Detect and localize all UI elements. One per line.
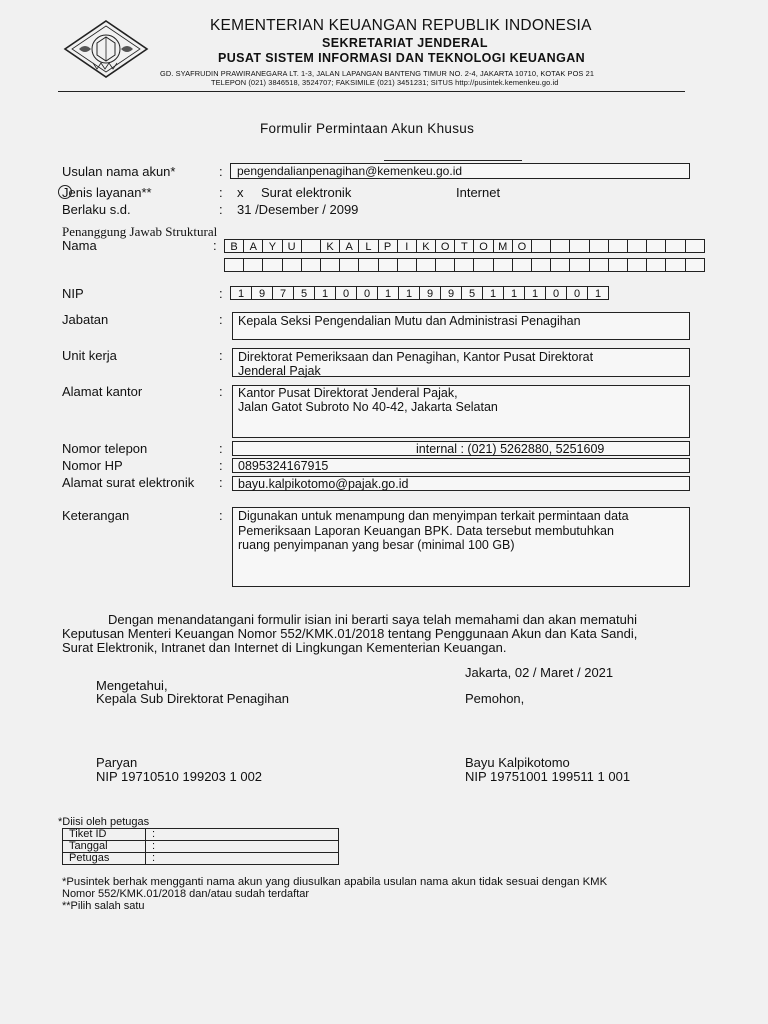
grid-cell[interactable] (646, 239, 666, 253)
grid-cell[interactable]: 1 (377, 286, 399, 300)
grid-cell[interactable]: 5 (461, 286, 483, 300)
grid-cell[interactable] (435, 258, 455, 272)
grid-cell[interactable] (358, 258, 378, 272)
grid-cell[interactable]: 0 (545, 286, 567, 300)
grid-cell[interactable]: 1 (524, 286, 546, 300)
grid-cell[interactable] (282, 258, 302, 272)
colon: : (219, 384, 223, 399)
unit-label: Unit kerja (62, 348, 117, 363)
name-grid[interactable] (224, 239, 705, 253)
account-name-value: pengendalianpenagihan@kemenkeu.go.id (237, 164, 463, 178)
name-grid-row-2[interactable] (224, 258, 705, 272)
footnote-1-line-1: *Pusintek berhak mengganti nama akun yang diusulkan apabila usulan nama akun tidak sesuai dengan KMK (62, 876, 608, 888)
account-name-label: Usulan nama akun* (62, 164, 176, 179)
colon: : (219, 508, 223, 523)
service-email-checkmark[interactable]: x (237, 185, 244, 200)
grid-cell[interactable] (685, 239, 705, 253)
left-signatory-name: Paryan (96, 755, 138, 770)
applicant-label: Pemohon, (465, 691, 525, 706)
footnote-1-line-2: Nomor 552/KMK.01/2018 dan/atau sudah terdaftar (62, 888, 310, 900)
grid-cell[interactable]: 1 (314, 286, 336, 300)
grid-cell[interactable]: 1 (503, 286, 525, 300)
grid-cell[interactable] (397, 258, 417, 272)
left-signatory-nip: NIP 19710510 199203 1 002 (96, 769, 263, 784)
grid-cell[interactable]: Y (262, 239, 282, 253)
office-value: Kantor Pusat Direktorat Jenderal Pajak, Jalan Gatot Subroto No 40-42, Jakarta Selatan (238, 386, 498, 414)
grid-cell[interactable]: A (339, 239, 359, 253)
colon: : (152, 840, 156, 852)
hp-value: 0895324167915 (238, 459, 329, 473)
position-field[interactable] (232, 312, 690, 340)
grid-cell[interactable]: O (435, 239, 455, 253)
grid-cell[interactable]: A (243, 239, 263, 253)
grid-cell[interactable] (224, 258, 244, 272)
note-label: Keterangan (62, 508, 130, 523)
officer-row-label: Tiket ID (63, 829, 146, 841)
grid-cell[interactable] (627, 239, 647, 253)
grid-cell[interactable] (550, 258, 570, 272)
colon: : (219, 458, 223, 473)
ministry-title: KEMENTERIAN KEUANGAN REPUBLIK INDONESIA (210, 17, 592, 34)
grid-cell[interactable] (473, 258, 493, 272)
unit-field[interactable] (232, 348, 690, 377)
email-label: Alamat surat elektronik (62, 475, 195, 490)
grid-cell[interactable] (262, 258, 282, 272)
grid-cell[interactable]: 9 (440, 286, 462, 300)
grid-cell[interactable]: 5 (293, 286, 315, 300)
hp-field[interactable] (232, 458, 690, 473)
grid-cell[interactable]: K (416, 239, 436, 253)
grid-cell[interactable] (589, 239, 609, 253)
service-internet-option[interactable]: Internet (456, 185, 501, 200)
officer-heading: *Diisi oleh petugas (58, 816, 150, 828)
address-line-1: GD. SYAFRUDIN PRAWIRANEGARA LT. 1-3, JALAN LAPANGAN BANTENG TIMUR NO. 2-4, JAKARTA 10710, KOTAK POS 21 (160, 69, 595, 78)
name-label: Nama (62, 238, 97, 253)
email-field[interactable] (232, 476, 690, 491)
officer-row-label: Tanggal (63, 841, 146, 853)
colon: : (219, 185, 223, 200)
account-name-field[interactable] (230, 163, 690, 179)
grid-cell[interactable]: 0 (356, 286, 378, 300)
officer-row-value[interactable] (146, 841, 339, 853)
grid-cell[interactable] (569, 258, 589, 272)
note-value: Digunakan untuk menampung dan menyimpan terkait permintaan data Pemeriksaan Laporan Keuangan BPK. Data tersebut membutuhkan ruang penyimpanan yang besar (minimal 100 GB) (238, 509, 629, 552)
grid-cell[interactable] (493, 258, 513, 272)
grid-cell[interactable]: 0 (335, 286, 357, 300)
grid-cell[interactable] (589, 258, 609, 272)
colon: : (152, 852, 156, 864)
nip-grid[interactable] (230, 286, 609, 300)
grid-cell[interactable] (665, 258, 685, 272)
right-signatory-nip: NIP 19751001 199511 1 001 (465, 769, 631, 784)
grid-cell[interactable] (243, 258, 263, 272)
note-field[interactable] (232, 507, 690, 587)
title-underline (384, 160, 522, 161)
hp-label: Nomor HP (62, 458, 123, 473)
colon: : (219, 164, 223, 179)
colon: : (213, 238, 217, 253)
service-type-circle (58, 185, 72, 199)
grid-cell[interactable] (512, 258, 532, 272)
nip-label: NIP (62, 286, 84, 301)
address-line-2: TELEPON (021) 3846518, 3524707; FAKSIMILE (021) 3451231; SITUS http://pusintek.kemenkeu.go.id (211, 78, 559, 87)
valid-until-value[interactable]: 31 /Desember / 2099 (237, 202, 359, 217)
grid-cell[interactable]: T (454, 239, 474, 253)
grid-cell[interactable]: K (320, 239, 340, 253)
officer-row-value[interactable] (146, 853, 339, 865)
statement-line-1: Dengan menandatangani formulir isian ini berarti saya telah memahami dan akan mematuhi (108, 612, 637, 627)
grid-cell[interactable] (416, 258, 436, 272)
grid-cell[interactable]: O (473, 239, 493, 253)
service-email-option[interactable]: Surat elektronik (261, 185, 352, 200)
officer-row-value[interactable] (146, 829, 339, 841)
grid-cell[interactable]: M (493, 239, 513, 253)
grid-cell[interactable] (531, 258, 551, 272)
colon: : (219, 348, 223, 363)
grid-cell[interactable]: B (224, 239, 244, 253)
header-divider (58, 91, 685, 92)
grid-cell[interactable]: U (282, 239, 302, 253)
grid-cell[interactable]: 1 (398, 286, 420, 300)
grid-cell[interactable] (531, 239, 551, 253)
valid-until-label: Berlaku s.d. (62, 202, 131, 217)
position-value: Kepala Seksi Pengendalian Mutu dan Administrasi Penagihan (238, 314, 581, 328)
email-value: bayu.kalpikotomo@pajak.go.id (238, 477, 409, 491)
grid-cell[interactable]: O (512, 239, 532, 253)
colon: : (219, 202, 223, 217)
secretariat-title: SEKRETARIAT JENDERAL (322, 36, 488, 50)
officer-row-label: Petugas (63, 853, 146, 865)
office-label: Alamat kantor (62, 384, 143, 399)
grid-cell[interactable]: 9 (251, 286, 273, 300)
colon: : (219, 312, 223, 327)
footnote-2: **Pilih salah satu (62, 900, 145, 912)
grid-cell[interactable] (378, 258, 398, 272)
position-label: Jabatan (62, 312, 109, 327)
colon: : (219, 441, 223, 456)
kemenkeu-emblem-icon (63, 19, 149, 79)
colon: : (219, 475, 223, 490)
grid-cell[interactable] (646, 258, 666, 272)
right-signatory-name: Bayu Kalpikotomo (465, 755, 570, 770)
grid-cell[interactable]: 0 (566, 286, 588, 300)
grid-cell[interactable]: P (378, 239, 398, 253)
grid-cell[interactable]: 7 (272, 286, 294, 300)
grid-cell[interactable]: 1 (230, 286, 252, 300)
grid-cell[interactable] (665, 239, 685, 253)
grid-cell[interactable]: 9 (419, 286, 441, 300)
grid-cell[interactable]: I (397, 239, 417, 253)
responsible-heading: Penanggung Jawab Struktural (62, 224, 218, 239)
grid-cell[interactable]: 1 (587, 286, 609, 300)
place-date: Jakarta, 02 / Maret / 2021 (465, 665, 614, 680)
grid-cell[interactable] (627, 258, 647, 272)
grid-cell[interactable] (569, 239, 589, 253)
grid-cell[interactable]: L (358, 239, 378, 253)
form-title: Formulir Permintaan Akun Khusus (260, 121, 475, 136)
grid-cell[interactable] (301, 239, 321, 253)
statement-line-3: Surat Elektronik, Intranet dan Internet di Lingkungan Kementerian Keuangan. (62, 640, 507, 655)
grid-cell[interactable] (301, 258, 321, 272)
center-title: PUSAT SISTEM INFORMASI DAN TEKNOLOGI KEUANGAN (218, 51, 586, 65)
phone-field[interactable] (232, 441, 690, 456)
office-field[interactable] (232, 385, 690, 438)
grid-cell[interactable] (608, 258, 628, 272)
officer-table (62, 828, 339, 865)
table-row (63, 853, 339, 865)
statement-line-2: Keputusan Menteri Keuangan Nomor 552/KMK.01/2018 tentang Penggunaan Akun dan Kata Sandi, (62, 626, 638, 641)
grid-cell[interactable] (685, 258, 705, 272)
grid-cell[interactable] (454, 258, 474, 272)
table-row (63, 841, 339, 853)
acknowledge-title: Kepala Sub Direktorat Penagihan (96, 691, 289, 706)
phone-label: Nomor telepon (62, 441, 148, 456)
colon: : (152, 828, 156, 840)
acknowledge-label: Mengetahui, (96, 678, 168, 693)
grid-cell[interactable] (339, 258, 359, 272)
table-row (63, 829, 339, 841)
phone-value: internal : (021) 5262880, 5251609 (416, 442, 605, 456)
grid-cell[interactable]: 1 (482, 286, 504, 300)
unit-value: Direktorat Pemeriksaan dan Penagihan, Kantor Pusat Direktorat Jenderal Pajak (238, 350, 594, 378)
grid-cell[interactable] (608, 239, 628, 253)
service-type-label: Jenis layanan** (62, 185, 152, 200)
grid-cell[interactable] (320, 258, 340, 272)
colon: : (219, 286, 223, 301)
grid-cell[interactable] (550, 239, 570, 253)
